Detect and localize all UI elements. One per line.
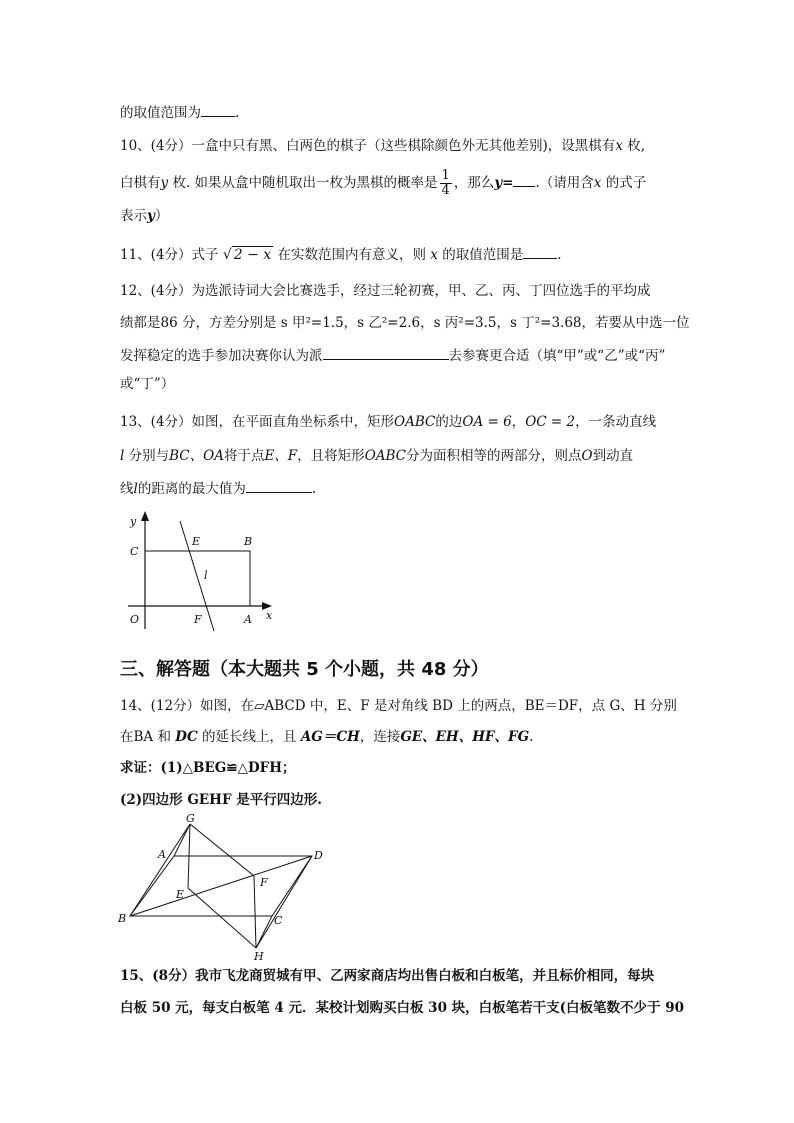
label-x: x	[266, 609, 273, 622]
segment-eh	[188, 888, 256, 948]
segment-fh	[254, 876, 256, 948]
label-y: y	[130, 515, 137, 528]
label-c: C	[130, 545, 139, 558]
label-g: G	[186, 812, 195, 825]
q12-line-3: 发挥稳定的选手参加决赛你认为派 去参赛更合适（填“甲”或“乙”或“丙”	[120, 345, 665, 366]
segment-bg	[130, 824, 190, 916]
q14-figure	[114, 812, 334, 962]
label-c: C	[274, 914, 283, 927]
q11-sqrt: √ 2 − x	[222, 247, 272, 263]
q12-line-2: 绩都是86 分，方差分别是 s 甲²=1.5，s 乙²=2.6，s 丙²=3.5，s 丁²=3.68，若要从中选一位	[120, 315, 690, 331]
label-f: F	[260, 876, 268, 889]
q12-answer-blank	[323, 345, 449, 360]
y-axis-arrow-icon	[141, 511, 149, 521]
q12-line-4: 或“丁”）	[120, 376, 175, 392]
label-h: H	[254, 950, 264, 962]
diagonal-bd	[130, 856, 312, 916]
label-d: D	[314, 849, 323, 862]
q13-line-1: 13、(4分）如图，在平面直角坐标系中，矩形OABC的边OA = 6，OC = 2，一条动直线	[120, 414, 657, 430]
label-a: A	[244, 613, 252, 626]
q10-line-2: 白棋有y 枚. 如果从盒中随机取出一枚为黑棋的概率是 $\frac{1}{4}$ ，那么y= .（请用含x 的式子	[120, 168, 647, 198]
q14-line-1: 14、(12分）如图，在▱ABCD 中，E、F 是对角线 BD 上的两点，BE＝DF，点 G、H 分别	[120, 698, 677, 714]
section-3-heading: 三、解答题（本大题共 5 个小题，共 48 分）	[120, 659, 489, 680]
extension-ag	[174, 824, 190, 856]
q13-figure	[120, 505, 280, 635]
q9-line: 的取值范围为 .	[120, 102, 239, 123]
q10-answer-blank	[513, 172, 535, 187]
q14-line-4: (2)四边形 GEHF 是平行四边形.	[120, 792, 322, 808]
q13-line-2: l 分别与BC、OA将于点E、F，且将矩形OABC分为面积相等的两部分，则点O到动直	[120, 448, 634, 464]
q13-answer-blank	[246, 478, 312, 493]
q9-answer-blank	[201, 102, 235, 117]
q15-line-2: 白板 50 元，每支白板笔 4 元．某校计划购买白板 30 块，白板笔若干支(白板笔数不少于 90	[120, 1000, 685, 1016]
q14-line-3: 求证：(1)△BEG≌△DFH；	[120, 760, 296, 776]
label-e: E	[192, 535, 201, 548]
label-e: E	[176, 888, 185, 901]
q15-line-1: 15、(8分）我市飞龙商贸城有甲、乙两家商店均出售白板和白板笔，并且标价相同，每块	[120, 968, 655, 984]
q10-line-3: 表示y）	[120, 208, 169, 224]
label-f: F	[194, 613, 202, 626]
label-b: B	[244, 535, 253, 548]
q10-line-1: 10、(4分）一盒中只有黑、白两色的棋子（这些棋除颜色外无其他差别)，设黑棋有x 枚,	[120, 138, 646, 154]
label-l: l	[204, 569, 208, 582]
segment-dh	[256, 856, 312, 948]
q9-text: 的取值范围为	[120, 105, 201, 121]
q13-line-3: 线l的距离的最大值为 .	[120, 478, 316, 499]
q10-fraction: $\frac{1}{4}$	[441, 168, 450, 198]
q11-line: 11、(4分）式子 √ 2 − x 在实数范围内有意义，则 x 的取值范围是 .	[120, 244, 562, 265]
q11-answer-blank	[523, 244, 557, 259]
q12-line-1: 12、(4分）为选派诗词大会比赛选手，经过三轮初赛，甲、乙、丙、丁四位选手的平均成	[120, 283, 651, 299]
label-o: O	[130, 613, 140, 626]
segment-gf	[190, 824, 254, 876]
label-a: A	[158, 848, 166, 861]
label-b: B	[118, 912, 127, 925]
q14-line-2: 在BA 和 DC 的延长线上，且 AG＝CH，连接GE、EH、HF、FG.	[120, 729, 534, 745]
